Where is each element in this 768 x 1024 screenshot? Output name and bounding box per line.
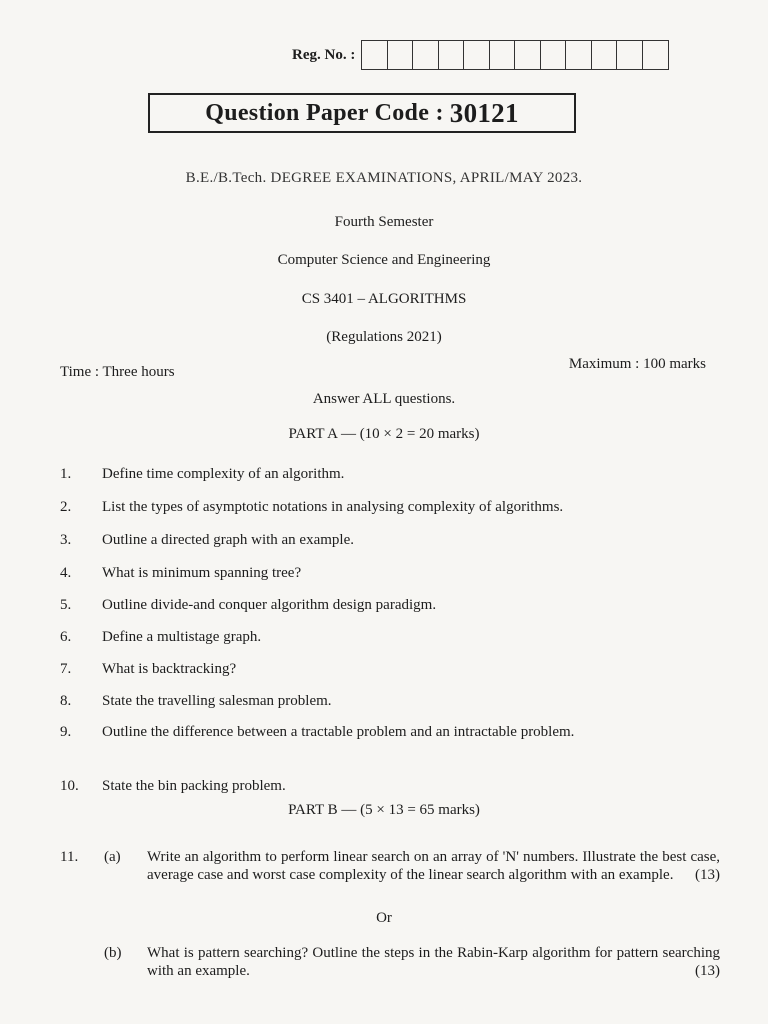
question-item	[60, 563, 720, 583]
question-item	[60, 464, 720, 484]
maximum-marks: Maximum : 100 marks	[568, 356, 706, 372]
question-11a	[60, 848, 720, 884]
reg-no	[292, 40, 669, 70]
sub-question-label: (b)	[104, 945, 122, 961]
reg-no-digit-box	[490, 41, 516, 69]
question-text: Outline divide-and conquer algorithm design paradigm.	[102, 597, 437, 613]
question-number: 3.	[60, 532, 72, 548]
question-text: Write an algorithm to perform linear search on an array of 'N' numbers. Illustrate the best case, average case and worst case complexity of the linear search algorithm with an example.	[147, 849, 720, 883]
question-item	[60, 776, 720, 796]
question-11a-body	[147, 848, 720, 884]
instruction: Answer ALL questions.	[312, 391, 456, 407]
question-number: 8.	[60, 693, 72, 709]
reg-no-digit-box	[541, 41, 567, 69]
question-number: 1.	[60, 466, 72, 482]
reg-no-boxes	[361, 40, 669, 70]
part-a-heading: PART A — (10 × 2 = 20 marks)	[288, 426, 480, 442]
question-item	[60, 691, 720, 711]
department: Computer Science and Engineering	[277, 252, 491, 268]
reg-no-digit-box	[413, 41, 439, 69]
question-item	[60, 627, 720, 647]
reg-no-digit-box	[515, 41, 541, 69]
marks: (13)	[695, 963, 720, 979]
question-text: What is minimum spanning tree?	[102, 565, 302, 581]
question-11b-body	[147, 944, 720, 980]
question-text: What is pattern searching? Outline the steps in the Rabin-Karp algorithm for pattern searching with an example.	[147, 945, 720, 979]
marks: (13)	[695, 867, 720, 883]
part-b-heading: PART B — (5 × 13 = 65 marks)	[288, 802, 480, 818]
question-item	[60, 595, 720, 615]
question-text: Define a multistage graph.	[102, 629, 262, 645]
reg-no-label: Reg. No. :	[292, 46, 356, 63]
reg-no-digit-box	[388, 41, 414, 69]
question-text: List the types of asymptotic notations in analysing complexity of algorithms.	[102, 499, 564, 515]
question-item	[60, 722, 720, 742]
exam-title: B.E./B.Tech. DEGREE EXAMINATIONS, APRIL/MAY 2023.	[185, 170, 583, 186]
question-number: 7.	[60, 661, 72, 677]
question-text: State the bin packing problem.	[102, 778, 286, 794]
reg-no-digit-box	[643, 41, 669, 69]
reg-no-digit-box	[566, 41, 592, 69]
course-title: CS 3401 – ALGORITHMS	[301, 291, 467, 307]
question-number: 4.	[60, 565, 72, 581]
reg-no-digit-box	[464, 41, 490, 69]
question-number: 2.	[60, 499, 72, 515]
code-label: Question Paper Code :	[205, 99, 444, 126]
reg-no-digit-box	[439, 41, 465, 69]
question-number: 5.	[60, 597, 72, 613]
reg-no-digit-box	[362, 41, 388, 69]
question-number: 10.	[60, 778, 79, 794]
question-text: Define time complexity of an algorithm.	[102, 466, 345, 482]
question-number: 9.	[60, 724, 72, 740]
question-text: What is backtracking?	[102, 661, 237, 677]
question-text: Outline the difference between a tractable problem and an intractable problem.	[102, 724, 575, 740]
question-number: 6.	[60, 629, 72, 645]
question-number: 11.	[60, 849, 79, 865]
question-item	[60, 497, 720, 517]
question-item	[60, 659, 720, 679]
sub-question-label: (a)	[104, 849, 121, 865]
question-11b	[60, 944, 720, 980]
semester: Fourth Semester	[334, 214, 434, 230]
time-allowed: Time : Three hours	[60, 364, 175, 380]
question-paper-code-box	[148, 93, 576, 133]
reg-no-digit-box	[617, 41, 643, 69]
question-item	[60, 530, 720, 550]
question-text: Outline a directed graph with an example.	[102, 532, 354, 548]
code-number: 30121	[449, 97, 519, 128]
question-text: State the travelling salesman problem.	[102, 693, 332, 709]
reg-no-digit-box	[592, 41, 618, 69]
regulations: (Regulations 2021)	[326, 329, 442, 345]
or-separator: Or	[376, 910, 392, 926]
